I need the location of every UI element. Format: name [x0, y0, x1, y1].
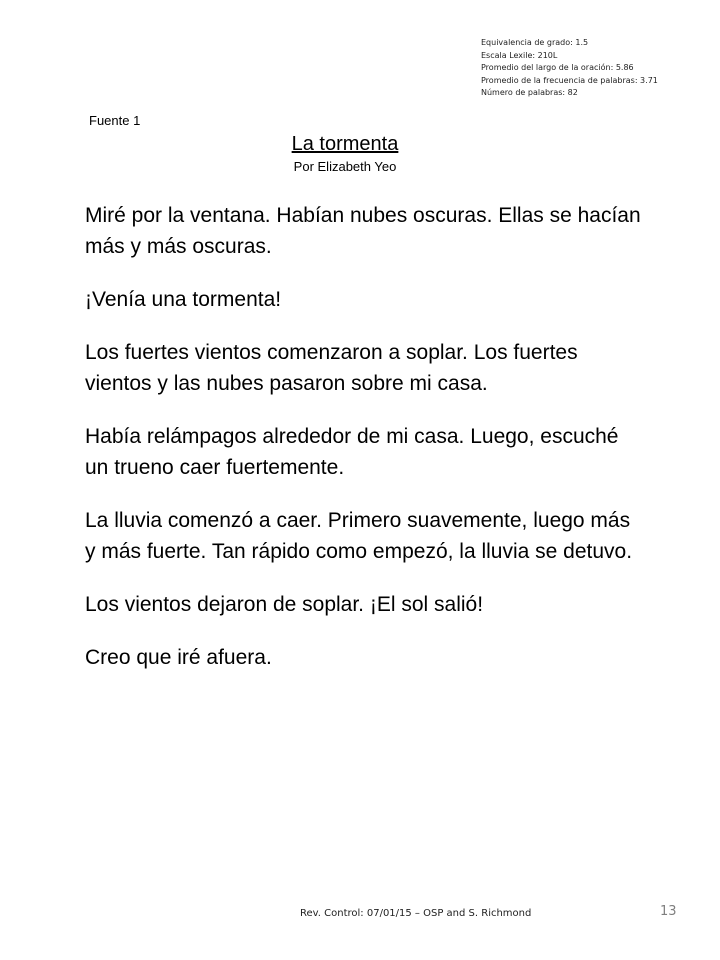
metric-grade-equivalence: Equivalencia de grado: 1.5: [481, 38, 589, 47]
story-title: La tormenta: [291, 133, 399, 155]
metric-lexile: Escala Lexile: 210L: [481, 50, 558, 60]
story-body: [85, 200, 645, 695]
metric-word-count: Número de palabras: 82: [481, 88, 578, 97]
revision-footer: Rev. Control: 07/01/15 – OSP and S. Richmond: [300, 908, 532, 919]
metric-word-frequency: Promedio de la frecuencia de palabras: 3.71: [481, 75, 658, 85]
readability-metrics: [481, 37, 658, 100]
metric-sentence-length: Promedio del largo de la oración: 5.86: [481, 63, 634, 72]
story-paragraph: Miré por la ventana. Habían nubes oscuras. Ellas se hacían más y más oscuras.: [85, 204, 641, 258]
story-paragraph: Creo que iré afuera.: [85, 646, 272, 669]
page-number: 13: [660, 904, 677, 919]
story-paragraph: Los fuertes vientos comenzaron a soplar. Los fuertes vientos y las nubes pasaron sobre mi casa.: [85, 341, 578, 395]
story-paragraph: ¡Venía una tormenta!: [85, 288, 282, 311]
story-paragraph: La lluvia comenzó a caer. Primero suavemente, luego más y más fuerte. Tan rápido como empezó, la lluvia se detuvo.: [85, 509, 633, 563]
story-paragraph: Los vientos dejaron de soplar. ¡El sol salió!: [85, 593, 484, 616]
story-author: Por Elizabeth Yeo: [293, 159, 397, 174]
source-label: Fuente 1: [89, 113, 141, 128]
story-paragraph: Había relámpagos alrededor de mi casa. Luego, escuché un trueno caer fuertemente.: [85, 425, 619, 479]
